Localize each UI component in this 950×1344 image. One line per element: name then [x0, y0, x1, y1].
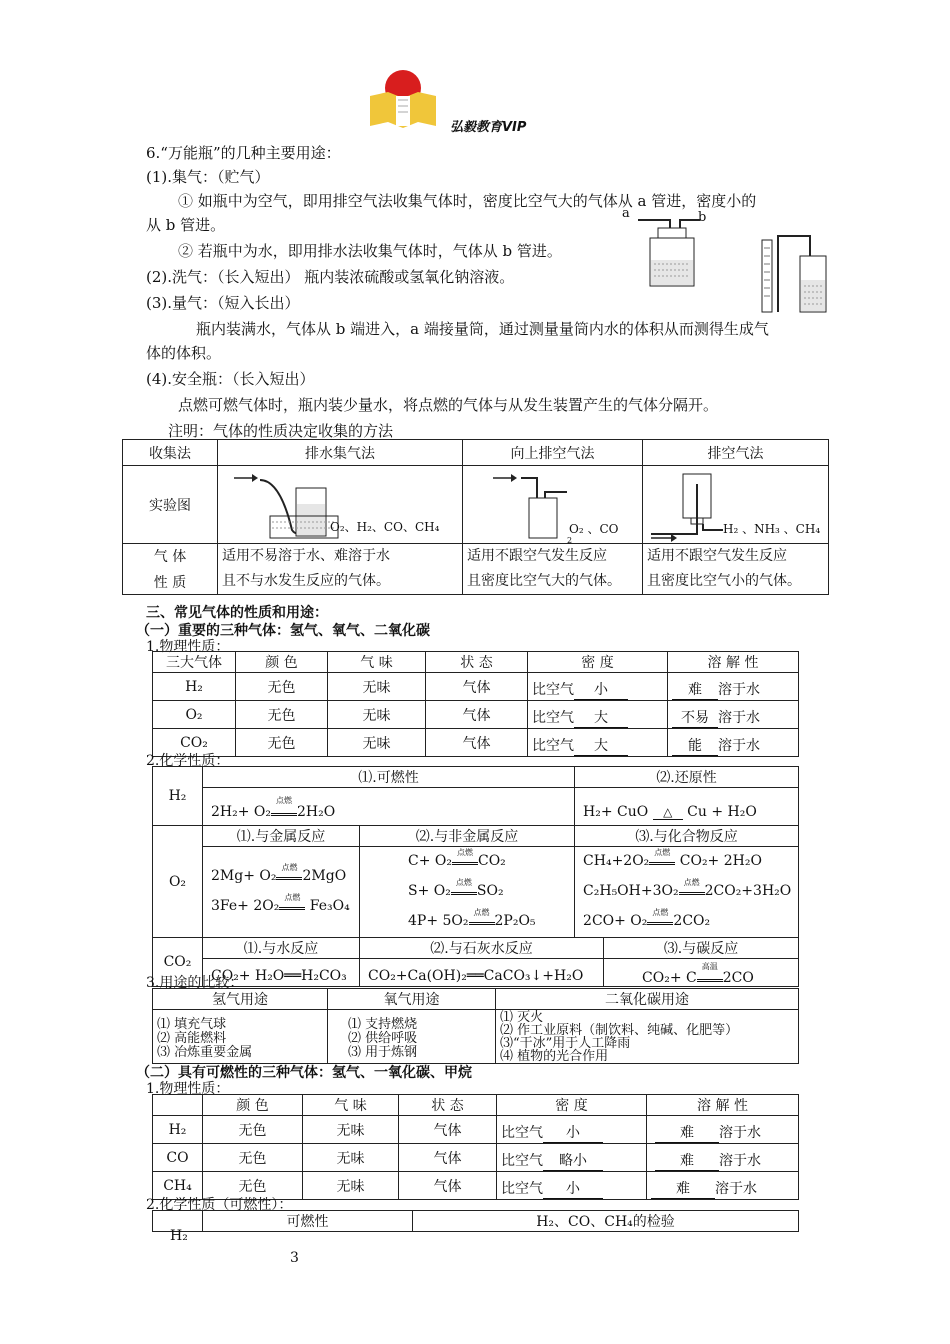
prop-upward-1: 适用不跟空气发生反应: [467, 548, 607, 564]
co2-h1: ⑴.与水反应: [203, 938, 360, 959]
smell-cell: 无味: [303, 1172, 399, 1200]
use-h0: 氢气用途: [153, 989, 328, 1010]
p2-h5: 溶 解 性: [647, 1095, 799, 1116]
state-cell: 气体: [399, 1144, 497, 1172]
sec6-p1: (1).集气：（贮气）: [146, 168, 270, 186]
density-cell: [497, 1144, 647, 1172]
sec6-title: 6.“万能瓶”的几种主要用途：: [146, 144, 341, 162]
density-cell: [528, 729, 668, 757]
eq-left: 2CO+ O₂: [583, 913, 648, 929]
sol-post: 溶于水: [715, 1181, 757, 1197]
wide-mouth-bottle-diagram: [634, 214, 710, 298]
state-cell: 气体: [399, 1116, 497, 1144]
sec6-p3a1: 瓶内装满水，气体从 b 端进入，a 端接量筒，通过测量量筒内水的体积从而测得生成气: [196, 320, 769, 338]
dens-val: 小: [543, 1178, 603, 1199]
sec3-sub1: （一）重要的三种气体：氢气、氧气、二氧化碳: [136, 623, 430, 639]
use-item: ⑵ 作工业原料（制饮料、纯碱、化肥等）: [500, 1022, 739, 1038]
chem2-gas: H₂: [170, 1228, 188, 1244]
o2-nonmetal: [360, 847, 575, 938]
co2-h3: ⑶.与碳反应: [604, 938, 799, 959]
sol-val: 难: [655, 1122, 719, 1143]
upward-cell: [463, 466, 643, 544]
co2-h2: ⑵.与石灰水反应: [360, 938, 604, 959]
cond-label: 点燃: [284, 893, 301, 902]
use-item: ⑴ 填充气球: [157, 1016, 227, 1032]
air-gases: H₂ 、NH₃ 、CH₄: [723, 522, 821, 536]
eq-left: 2H₂+ O₂: [211, 803, 271, 820]
eq-left: C₂H₅OH+3O₂: [583, 883, 679, 899]
sol-cell: [668, 729, 799, 757]
eq-left: 2Mg+ O₂: [211, 868, 277, 884]
sol-val: 难: [672, 679, 718, 700]
sec6-p1b: ② 若瓶中为水，即用排水法收集气体时，气体从 b 管进。: [178, 242, 562, 260]
uses-table: [152, 988, 799, 1064]
sol-post: 溶于水: [719, 1153, 761, 1169]
state-cell: 气体: [426, 729, 528, 757]
sol-post: 溶于水: [718, 710, 760, 726]
use-item: ⑷ 植物的光合作用: [500, 1048, 609, 1064]
p1-h2: 气 味: [328, 652, 426, 673]
color-cell: 无色: [203, 1116, 303, 1144]
th-water: 排水集气法: [218, 440, 463, 466]
use-h2: 二氧化碳用途: [496, 989, 799, 1010]
phys-title: 1.物理性质：: [146, 639, 230, 655]
co2-eq3: [604, 959, 799, 987]
dens-pre: 比空气: [532, 682, 574, 698]
p1-h1: 颜 色: [236, 652, 328, 673]
co2-uses: [496, 1010, 799, 1064]
dens-val: 小: [543, 1122, 603, 1143]
p2-h2: 气 味: [303, 1095, 399, 1116]
phys-table-1: [152, 651, 799, 757]
gas-cell: CO₂: [153, 729, 236, 757]
gas-cell: H₂: [153, 673, 236, 701]
row-img-label: 实验图: [123, 466, 218, 544]
density-cell: [497, 1172, 647, 1200]
gas-cell: CO: [153, 1144, 203, 1172]
collect-method-table: [122, 439, 829, 595]
h2-gas: H₂: [153, 767, 203, 826]
upward-gases: O₂ 、CO: [569, 522, 619, 536]
use-item: ⑵ 供给呼吸: [348, 1030, 418, 1046]
sec6-p1a2: 从 b 管进。: [146, 216, 226, 234]
use-item: ⑶ 用于炼钢: [348, 1044, 418, 1060]
table-row: [153, 701, 799, 729]
cond-label: 点燃: [281, 863, 298, 872]
o2-uses: [328, 1010, 496, 1064]
dens-pre: 比空气: [532, 710, 574, 726]
prop-air-1: 适用不跟空气发生反应: [647, 548, 787, 564]
page-number: 3: [290, 1250, 299, 1266]
eq-right: Cu + H₂O: [687, 803, 757, 820]
sol-val: 难: [651, 1178, 715, 1199]
sec6-p2: (2).洗气：（长入短出） 瓶内装浓硫酸或氢氧化钠溶液。: [146, 268, 515, 286]
state-cell: 气体: [426, 673, 528, 701]
chem-table: [152, 766, 799, 987]
prop-label-1: 气 体: [153, 549, 187, 565]
p1-h3: 状 态: [426, 652, 528, 673]
co2-gas: CO₂: [153, 938, 203, 987]
p1-h0: 三大气体: [153, 652, 236, 673]
eq-left: S+ O₂: [408, 883, 451, 899]
cond-label: 点燃: [456, 848, 473, 857]
upward-diagram: [487, 470, 577, 542]
prop-air: [643, 544, 829, 595]
th-collect: 收集法: [123, 440, 218, 466]
p2-h0: [153, 1095, 203, 1116]
p1-h5: 溶 解 性: [668, 652, 799, 673]
small-mark: 2: [567, 536, 573, 544]
water-collect-cell: [218, 466, 463, 544]
h2-eq2: [575, 788, 799, 826]
prop-air-2: 且密度比空气小的气体。: [647, 573, 801, 589]
o2-h2: ⑵.与非金属反应: [360, 826, 575, 847]
co2-eq2: CO₂+Ca(OH)₂══CaCO₃↓+H₂O: [360, 959, 604, 987]
c2-h1: 可燃性: [203, 1211, 413, 1232]
th-upward: 向上排空气法: [463, 440, 643, 466]
sol-cell: [647, 1144, 799, 1172]
c2-h2: H₂、CO、CH₄的检验: [413, 1211, 799, 1232]
h2-h2: ⑵.还原性: [575, 767, 799, 788]
use-item: ⑶ 冶炼重要金属: [157, 1044, 253, 1060]
chem2-title: 2.化学性质（可燃性）：: [146, 1197, 293, 1213]
eq-left: H₂+ CuO: [583, 803, 649, 820]
sol-post: 溶于水: [718, 738, 760, 754]
air-cell: [643, 466, 829, 544]
eq-right: 2H₂O: [297, 803, 336, 820]
smell-cell: 无味: [328, 729, 426, 757]
cond-label: 高温: [701, 961, 718, 971]
prop-label-2: 性 质: [153, 575, 187, 591]
water-collect-diagram: [230, 470, 340, 542]
p1-h4: 密 度: [528, 652, 668, 673]
chem-title: 2.化学性质：: [146, 753, 230, 769]
o2-metal: [203, 847, 360, 938]
p2-h1: 颜 色: [203, 1095, 303, 1116]
use-item: ⑶“干冰”用于人工降雨: [500, 1035, 631, 1051]
smell-cell: 无味: [328, 673, 426, 701]
sol-val: 不易: [672, 707, 718, 728]
gas-cell: H₂: [153, 1116, 203, 1144]
water-gases: O₂、H₂、CO、CH₄: [330, 520, 440, 534]
eq-right: 2P₂O₅: [494, 913, 536, 929]
table-row: [153, 729, 799, 757]
sol-post: 溶于水: [719, 1125, 761, 1141]
sec3-sub2: （二）具有可燃性的三种气体：氢气、一氧化碳、甲烷: [136, 1065, 472, 1081]
use-title: 3.用途的比较：: [146, 975, 244, 991]
smell-cell: 无味: [303, 1116, 399, 1144]
eq-left: 4P+ 5O₂: [408, 913, 469, 929]
gas-cell: CH₄: [153, 1172, 203, 1200]
eq-left: 3Fe+ 2O₂: [211, 898, 280, 914]
label-b: b: [698, 210, 707, 225]
color-cell: 无色: [203, 1144, 303, 1172]
dens-val: 大: [574, 735, 628, 756]
prop-label: [123, 544, 218, 595]
sec6-p3a2: 体的体积。: [146, 344, 222, 362]
chem-table-2: [152, 1210, 799, 1232]
prop-water-2: 且不与水发生反应的气体。: [222, 573, 390, 589]
eq-left: C+ O₂: [408, 853, 452, 869]
dens-pre: 比空气: [501, 1153, 543, 1169]
h2-eq1: [203, 788, 575, 826]
gas-cell: O₂: [153, 701, 236, 729]
use-item: ⑵ 高能燃料: [157, 1030, 227, 1046]
dens-val: 大: [574, 707, 628, 728]
sec6-note: 注明：气体的性质决定收集的方法: [168, 422, 394, 440]
cond-label: 点燃: [455, 878, 472, 887]
prop-upward-2: 且密度比空气大的气体。: [467, 573, 621, 589]
color-cell: 无色: [236, 701, 328, 729]
density-cell: [528, 701, 668, 729]
eq-right: CO₂: [477, 853, 506, 869]
eq-left: CH₄+2O₂: [583, 853, 650, 869]
phys2-title: 1.物理性质：: [146, 1081, 230, 1097]
sec6-p4a: 点燃可燃气体时，瓶内装少量水，将点燃的气体与从发生装置产生的气体分隔开。: [178, 396, 719, 414]
th-air: 排空气法: [643, 440, 829, 466]
dens-pre: 比空气: [501, 1181, 543, 1197]
logo-text: 弘毅教育VIP: [450, 120, 527, 135]
eq-right: SO₂: [476, 883, 504, 899]
eq-right: CO₂+ 2H₂O: [679, 853, 762, 869]
sec6-p1a1: ① 如瓶中为空气，即用排空气法收集气体时，密度比空气大的气体从 a 管进，密度小的: [178, 192, 757, 210]
sol-cell: [647, 1116, 799, 1144]
state-cell: 气体: [399, 1172, 497, 1200]
table-row: [153, 1116, 799, 1144]
sec6-p3: (3).量气：（短入长出）: [146, 294, 300, 312]
co2-eq1: CO₂+ H₂O══H₂CO₃: [203, 959, 360, 987]
sol-cell: [668, 673, 799, 701]
eq-right: 2CO: [722, 969, 754, 986]
heat-symbol: △: [653, 805, 683, 820]
o2-h1: ⑴.与金属反应: [203, 826, 360, 847]
sol-val: 难: [655, 1150, 719, 1171]
cond-label: 点燃: [473, 908, 490, 917]
h2-uses: [153, 1010, 328, 1064]
density-cell: [497, 1116, 647, 1144]
o2-h3: ⑶.与化合物反应: [575, 826, 799, 847]
prop-upward: [463, 544, 643, 595]
logo: [368, 68, 438, 130]
o2-gas: O₂: [153, 826, 203, 938]
prop-water: [218, 544, 463, 595]
dens-pre: 比空气: [501, 1125, 543, 1141]
downward-diagram: [647, 470, 727, 542]
phys-table-2: [152, 1094, 799, 1200]
eq-right: 2CO₂: [673, 913, 711, 929]
label-a: a: [622, 206, 630, 221]
eq-right: Fe₃O₄: [309, 898, 350, 914]
smell-cell: 无味: [303, 1144, 399, 1172]
sol-cell: [647, 1172, 799, 1200]
cond-label: 点燃: [683, 878, 700, 887]
color-cell: 无色: [203, 1172, 303, 1200]
cond-label: 点燃: [652, 908, 669, 917]
gas-measure-diagram: [760, 228, 830, 320]
sec6-p4: (4).安全瓶：（长入短出）: [146, 370, 315, 388]
eq-right: 2CO₂+3H₂O: [704, 883, 792, 899]
prop-water-1: 适用不易溶于水、难溶于水: [222, 548, 390, 564]
sol-val: 能: [672, 735, 718, 756]
dens-val: 略小: [543, 1150, 603, 1171]
use-item: ⑴ 灭火: [500, 1009, 544, 1025]
table-row: [153, 673, 799, 701]
density-cell: [528, 673, 668, 701]
dens-pre: 比空气: [532, 738, 574, 754]
h2-h1: ⑴.可燃性: [203, 767, 575, 788]
eq-right: 2MgO: [302, 868, 347, 884]
dens-val: 小: [574, 679, 628, 700]
p2-h3: 状 态: [399, 1095, 497, 1116]
sec3-title: 三、常见气体的性质和用途：: [146, 605, 328, 621]
cond-label: 点燃: [654, 848, 671, 857]
o2-compound: [575, 847, 799, 938]
smell-cell: 无味: [328, 701, 426, 729]
state-cell: 气体: [426, 701, 528, 729]
use-h1: 氧气用途: [328, 989, 496, 1010]
table-row: [153, 1144, 799, 1172]
color-cell: 无色: [236, 729, 328, 757]
color-cell: 无色: [236, 673, 328, 701]
eq-left: CO₂+ C: [642, 969, 697, 986]
sol-cell: [668, 701, 799, 729]
use-item: ⑴ 支持燃烧: [348, 1016, 418, 1032]
sol-post: 溶于水: [718, 682, 760, 698]
cond-label: 点燃: [276, 795, 292, 805]
p2-h4: 密 度: [497, 1095, 647, 1116]
